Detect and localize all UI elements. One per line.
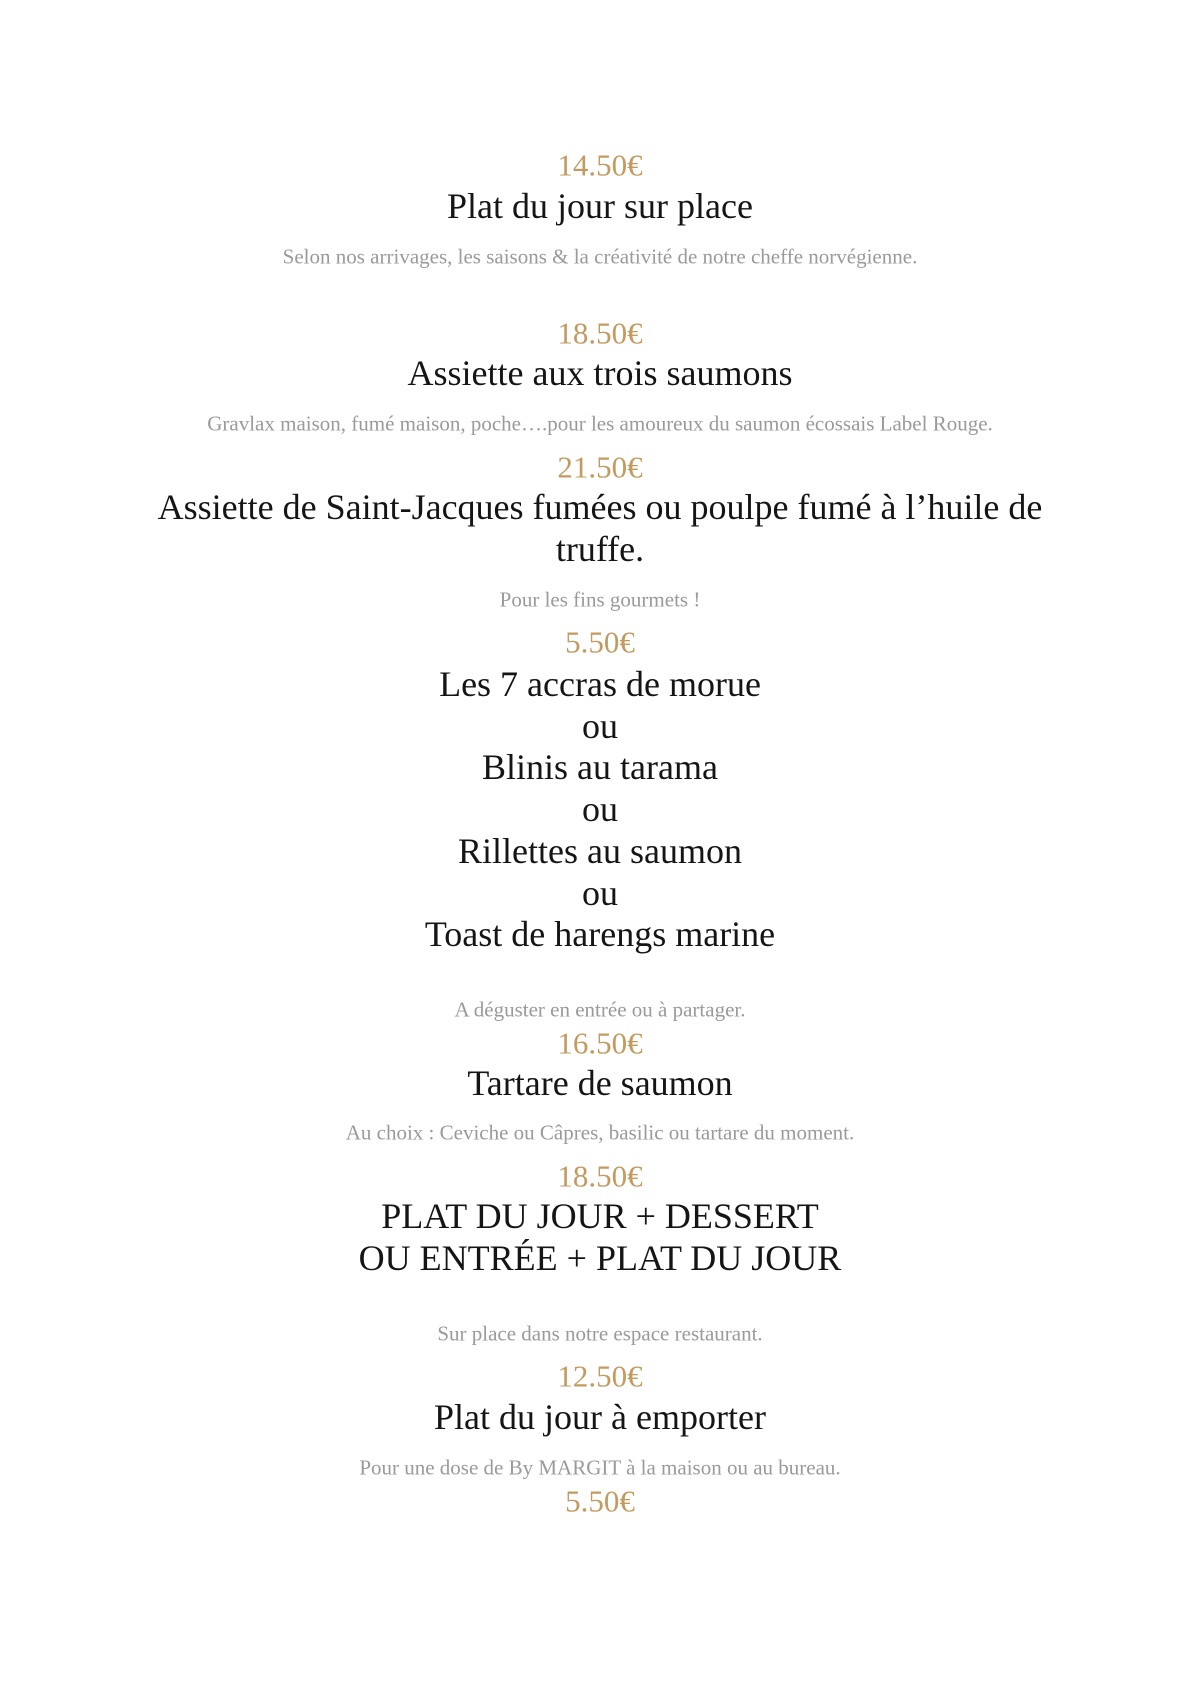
dish-description: Gravlax maison, fumé maison, poche….pour les amoureux du saumon écossais Label Rouge. bbox=[207, 411, 993, 436]
dish-title: Tartare de saumon bbox=[467, 1063, 733, 1103]
price: 18.50€ bbox=[557, 1158, 643, 1194]
dish-description: Pour une dose de By MARGIT à la maison ou au bureau. bbox=[359, 1455, 841, 1480]
dish-option: Les 7 accras de morue bbox=[439, 664, 761, 704]
option-separator: ou bbox=[582, 789, 618, 829]
dish-option: Toast de harengs marine bbox=[424, 914, 776, 954]
price: 14.50€ bbox=[557, 147, 643, 183]
dish-description: A déguster en entrée ou à partager. bbox=[454, 997, 746, 1022]
dish-title: PLAT DU JOUR + DESSERT bbox=[381, 1196, 819, 1236]
dish-title: Plat du jour sur place bbox=[447, 186, 753, 226]
price: 21.50€ bbox=[557, 449, 643, 485]
option-separator: ou bbox=[582, 706, 618, 746]
dish-title: Assiette de Saint-Jacques fumées ou poulpe fumé à l’huile de bbox=[157, 487, 1043, 527]
dish-option: Blinis au tarama bbox=[482, 747, 718, 787]
dish-description: Selon nos arrivages, les saisons & la créativité de notre cheffe norvégienne. bbox=[282, 244, 918, 269]
price: 18.50€ bbox=[557, 315, 643, 351]
dish-title-continued: truffe. bbox=[555, 529, 645, 569]
price: 5.50€ bbox=[565, 1483, 635, 1519]
dish-description: Pour les fins gourmets ! bbox=[499, 587, 701, 612]
price: 12.50€ bbox=[557, 1358, 643, 1394]
dish-description: Sur place dans notre espace restaurant. bbox=[437, 1321, 763, 1346]
dish-description: Au choix : Ceviche ou Câpres, basilic ou tartare du moment. bbox=[345, 1120, 855, 1145]
dish-title-continued: OU ENTRÉE + PLAT DU JOUR bbox=[358, 1238, 842, 1278]
option-separator: ou bbox=[582, 873, 618, 913]
dish-option: Rillettes au saumon bbox=[458, 831, 742, 871]
price: 5.50€ bbox=[565, 624, 635, 660]
dish-title: Assiette aux trois saumons bbox=[407, 353, 793, 393]
dish-title: Plat du jour à emporter bbox=[434, 1397, 766, 1437]
price: 16.50€ bbox=[557, 1025, 643, 1061]
